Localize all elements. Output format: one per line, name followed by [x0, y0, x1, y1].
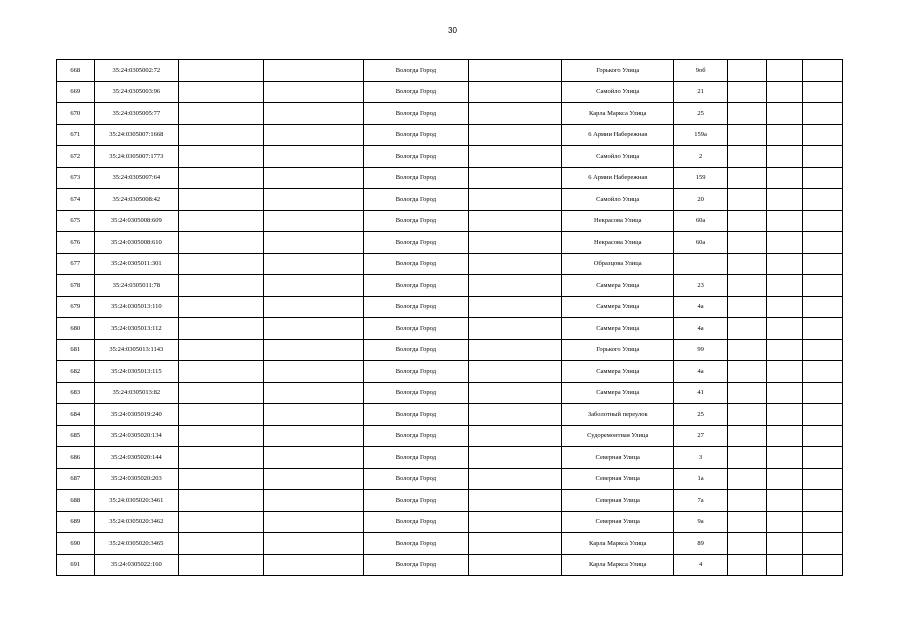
empty-cell: [766, 511, 803, 533]
row-number-cell: 679: [57, 296, 95, 318]
empty-cell: [264, 103, 364, 125]
cadastral-number-cell: 35:24:0305007:1773: [94, 146, 178, 168]
empty-cell: [264, 382, 364, 404]
empty-cell: [728, 296, 767, 318]
empty-cell: [728, 511, 767, 533]
house-number-cell: 4: [674, 554, 728, 576]
house-number-cell: 4а: [674, 361, 728, 383]
empty-cell: [766, 81, 803, 103]
empty-cell: [264, 554, 364, 576]
house-number-cell: 1а: [674, 468, 728, 490]
empty-cell: [728, 124, 767, 146]
table-row: [57, 511, 843, 533]
empty-cell: [468, 468, 562, 490]
table-row: [57, 275, 843, 297]
cadastral-number-cell: 35:24:0305013:1143: [94, 339, 178, 361]
house-number-cell: 25: [674, 404, 728, 426]
empty-cell: [264, 339, 364, 361]
cadastral-number-cell: 35:24:0305011:301: [94, 253, 178, 275]
house-number-cell: 21: [674, 81, 728, 103]
empty-cell: [728, 490, 767, 512]
table-row: [57, 490, 843, 512]
table-row: [57, 210, 843, 232]
house-number-cell: 23: [674, 275, 728, 297]
empty-cell: [728, 447, 767, 469]
empty-cell: [468, 232, 562, 254]
empty-cell: [728, 81, 767, 103]
cadastral-number-cell: 35:24:0305019:240: [94, 404, 178, 426]
cadastral-number-cell: 35:24:0305002:72: [94, 60, 178, 82]
empty-cell: [264, 490, 364, 512]
street-cell: Северная Улица: [562, 468, 674, 490]
empty-cell: [179, 275, 264, 297]
empty-cell: [728, 318, 767, 340]
house-number-cell: 4а: [674, 296, 728, 318]
empty-cell: [728, 339, 767, 361]
empty-cell: [468, 554, 562, 576]
empty-cell: [803, 511, 843, 533]
cadastral-number-cell: 35:24:0305013:110: [94, 296, 178, 318]
street-cell: Саммера Улица: [562, 361, 674, 383]
row-number-cell: 690: [57, 533, 95, 555]
row-number-cell: 683: [57, 382, 95, 404]
empty-cell: [468, 447, 562, 469]
street-cell: Самойло Улица: [562, 146, 674, 168]
empty-cell: [468, 404, 562, 426]
empty-cell: [766, 490, 803, 512]
empty-cell: [264, 146, 364, 168]
empty-cell: [766, 167, 803, 189]
house-number-cell: 25: [674, 103, 728, 125]
row-number-cell: 673: [57, 167, 95, 189]
empty-cell: [803, 81, 843, 103]
empty-cell: [468, 533, 562, 555]
house-number-cell: 9а: [674, 511, 728, 533]
empty-cell: [766, 425, 803, 447]
empty-cell: [179, 253, 264, 275]
empty-cell: [803, 210, 843, 232]
settlement-cell: Вологда Город: [364, 447, 469, 469]
empty-cell: [264, 167, 364, 189]
table-row: [57, 425, 843, 447]
empty-cell: [468, 382, 562, 404]
empty-cell: [264, 468, 364, 490]
empty-cell: [468, 296, 562, 318]
empty-cell: [803, 124, 843, 146]
empty-cell: [179, 60, 264, 82]
row-number-cell: 677: [57, 253, 95, 275]
empty-cell: [766, 554, 803, 576]
table-row: [57, 296, 843, 318]
table-row: [57, 167, 843, 189]
empty-cell: [264, 447, 364, 469]
street-cell: Заболотный переулок: [562, 404, 674, 426]
empty-cell: [179, 146, 264, 168]
cadastral-number-cell: 35:24:0305020:203: [94, 468, 178, 490]
street-cell: Некрасова Улица: [562, 210, 674, 232]
empty-cell: [179, 511, 264, 533]
settlement-cell: Вологда Город: [364, 339, 469, 361]
cadastral-number-cell: 35:24:0305008:42: [94, 189, 178, 211]
empty-cell: [468, 81, 562, 103]
house-number-cell: 2: [674, 146, 728, 168]
street-cell: Некрасова Улица: [562, 232, 674, 254]
street-cell: 6 Армии Набережная: [562, 167, 674, 189]
cadastral-number-cell: 35:24:0305022:160: [94, 554, 178, 576]
house-number-cell: [674, 253, 728, 275]
empty-cell: [728, 146, 767, 168]
street-cell: Северная Улица: [562, 511, 674, 533]
house-number-cell: 27: [674, 425, 728, 447]
empty-cell: [179, 382, 264, 404]
cadastral-number-cell: 35:24:0305007:64: [94, 167, 178, 189]
empty-cell: [468, 167, 562, 189]
row-number-cell: 668: [57, 60, 95, 82]
settlement-cell: Вологда Город: [364, 210, 469, 232]
empty-cell: [264, 318, 364, 340]
empty-cell: [766, 361, 803, 383]
empty-cell: [179, 296, 264, 318]
empty-cell: [803, 490, 843, 512]
house-number-cell: 89: [674, 533, 728, 555]
empty-cell: [468, 275, 562, 297]
cadastral-number-cell: 35:24:0305003:96: [94, 81, 178, 103]
empty-cell: [803, 318, 843, 340]
empty-cell: [468, 189, 562, 211]
house-number-cell: 7а: [674, 490, 728, 512]
empty-cell: [803, 425, 843, 447]
empty-cell: [179, 81, 264, 103]
settlement-cell: Вологда Город: [364, 533, 469, 555]
table-row: [57, 447, 843, 469]
empty-cell: [803, 533, 843, 555]
empty-cell: [179, 404, 264, 426]
street-cell: Саммера Улица: [562, 275, 674, 297]
row-number-cell: 678: [57, 275, 95, 297]
empty-cell: [728, 382, 767, 404]
empty-cell: [803, 447, 843, 469]
empty-cell: [728, 275, 767, 297]
empty-cell: [264, 296, 364, 318]
empty-cell: [179, 490, 264, 512]
cadastral-number-cell: 35:24:0305008:610: [94, 232, 178, 254]
street-cell: Самойло Улица: [562, 189, 674, 211]
empty-cell: [468, 318, 562, 340]
row-number-cell: 681: [57, 339, 95, 361]
empty-cell: [803, 404, 843, 426]
table-row: [57, 146, 843, 168]
street-cell: Северная Улица: [562, 490, 674, 512]
cadastral-number-cell: 35:24:0305020:134: [94, 425, 178, 447]
page-number: 30: [448, 26, 457, 35]
empty-cell: [468, 425, 562, 447]
empty-cell: [468, 339, 562, 361]
empty-cell: [728, 404, 767, 426]
house-number-cell: 4а: [674, 318, 728, 340]
settlement-cell: Вологда Город: [364, 554, 469, 576]
empty-cell: [179, 189, 264, 211]
settlement-cell: Вологда Город: [364, 60, 469, 82]
table-row: [57, 189, 843, 211]
settlement-cell: Вологда Город: [364, 511, 469, 533]
empty-cell: [766, 210, 803, 232]
empty-cell: [728, 189, 767, 211]
street-cell: Саммера Улица: [562, 382, 674, 404]
settlement-cell: Вологда Город: [364, 167, 469, 189]
empty-cell: [179, 339, 264, 361]
settlement-cell: Вологда Город: [364, 189, 469, 211]
empty-cell: [264, 60, 364, 82]
empty-cell: [468, 124, 562, 146]
empty-cell: [766, 382, 803, 404]
empty-cell: [803, 468, 843, 490]
settlement-cell: Вологда Город: [364, 275, 469, 297]
house-number-cell: 20: [674, 189, 728, 211]
settlement-cell: Вологда Город: [364, 468, 469, 490]
settlement-cell: Вологда Город: [364, 425, 469, 447]
street-cell: Карла Маркса Улица: [562, 103, 674, 125]
table-row: [57, 361, 843, 383]
empty-cell: [179, 447, 264, 469]
empty-cell: [728, 253, 767, 275]
empty-cell: [803, 253, 843, 275]
empty-cell: [264, 511, 364, 533]
cadastral-number-cell: 35:24:0305008:609: [94, 210, 178, 232]
cadastral-number-cell: 35:24:0305013:115: [94, 361, 178, 383]
empty-cell: [179, 533, 264, 555]
empty-cell: [803, 275, 843, 297]
table-row: [57, 318, 843, 340]
table-row: [57, 468, 843, 490]
empty-cell: [728, 361, 767, 383]
empty-cell: [728, 554, 767, 576]
empty-cell: [728, 468, 767, 490]
table-row: [57, 232, 843, 254]
empty-cell: [766, 232, 803, 254]
row-number-cell: 691: [57, 554, 95, 576]
empty-cell: [766, 275, 803, 297]
empty-cell: [728, 167, 767, 189]
house-number-cell: 99: [674, 339, 728, 361]
row-number-cell: 674: [57, 189, 95, 211]
empty-cell: [468, 60, 562, 82]
empty-cell: [803, 339, 843, 361]
row-number-cell: 689: [57, 511, 95, 533]
empty-cell: [264, 425, 364, 447]
empty-cell: [766, 339, 803, 361]
house-number-cell: 3: [674, 447, 728, 469]
settlement-cell: Вологда Город: [364, 318, 469, 340]
street-cell: Судоремонтная Улица: [562, 425, 674, 447]
empty-cell: [264, 253, 364, 275]
row-number-cell: 682: [57, 361, 95, 383]
table-row: [57, 382, 843, 404]
empty-cell: [179, 103, 264, 125]
row-number-cell: 671: [57, 124, 95, 146]
empty-cell: [179, 318, 264, 340]
street-cell: Саммера Улица: [562, 296, 674, 318]
house-number-cell: 41: [674, 382, 728, 404]
empty-cell: [803, 296, 843, 318]
settlement-cell: Вологда Город: [364, 490, 469, 512]
table-row: [57, 533, 843, 555]
row-number-cell: 680: [57, 318, 95, 340]
empty-cell: [179, 167, 264, 189]
table-row: [57, 124, 843, 146]
house-number-cell: 60а: [674, 232, 728, 254]
empty-cell: [766, 253, 803, 275]
empty-cell: [264, 361, 364, 383]
cadastral-number-cell: 35:24:0305020:144: [94, 447, 178, 469]
street-cell: Карла Маркса Улица: [562, 533, 674, 555]
row-number-cell: 684: [57, 404, 95, 426]
row-number-cell: 686: [57, 447, 95, 469]
house-number-cell: 159а: [674, 124, 728, 146]
row-number-cell: 672: [57, 146, 95, 168]
row-number-cell: 688: [57, 490, 95, 512]
table-row: [57, 60, 843, 82]
settlement-cell: Вологда Город: [364, 81, 469, 103]
empty-cell: [264, 81, 364, 103]
empty-cell: [803, 146, 843, 168]
street-cell: 6 Армии Набережная: [562, 124, 674, 146]
empty-cell: [728, 103, 767, 125]
empty-cell: [766, 124, 803, 146]
settlement-cell: Вологда Город: [364, 404, 469, 426]
settlement-cell: Вологда Город: [364, 232, 469, 254]
settlement-cell: Вологда Город: [364, 253, 469, 275]
empty-cell: [766, 404, 803, 426]
settlement-cell: Вологда Город: [364, 124, 469, 146]
street-cell: Самойло Улица: [562, 81, 674, 103]
empty-cell: [264, 210, 364, 232]
empty-cell: [179, 124, 264, 146]
table-row: [57, 81, 843, 103]
property-registry-table: [56, 59, 843, 576]
table-row: [57, 554, 843, 576]
cadastral-number-cell: 35:24:0305020:3462: [94, 511, 178, 533]
street-cell: Саммера Улица: [562, 318, 674, 340]
cadastral-number-cell: 35:24:0305007:1668: [94, 124, 178, 146]
empty-cell: [179, 468, 264, 490]
settlement-cell: Вологда Город: [364, 296, 469, 318]
empty-cell: [468, 210, 562, 232]
cadastral-number-cell: 35:24:0305005:77: [94, 103, 178, 125]
table-row: [57, 404, 843, 426]
empty-cell: [264, 404, 364, 426]
empty-cell: [766, 533, 803, 555]
empty-cell: [766, 318, 803, 340]
empty-cell: [468, 146, 562, 168]
row-number-cell: 685: [57, 425, 95, 447]
empty-cell: [728, 232, 767, 254]
table-row: [57, 253, 843, 275]
street-cell: Горького Улица: [562, 60, 674, 82]
row-number-cell: 675: [57, 210, 95, 232]
settlement-cell: Вологда Город: [364, 382, 469, 404]
empty-cell: [803, 167, 843, 189]
empty-cell: [179, 232, 264, 254]
empty-cell: [803, 382, 843, 404]
empty-cell: [728, 425, 767, 447]
empty-cell: [803, 361, 843, 383]
empty-cell: [264, 124, 364, 146]
table-body: [57, 60, 843, 576]
empty-cell: [803, 554, 843, 576]
empty-cell: [766, 103, 803, 125]
row-number-cell: 676: [57, 232, 95, 254]
empty-cell: [179, 554, 264, 576]
empty-cell: [179, 210, 264, 232]
cadastral-number-cell: 35:24:0305013:112: [94, 318, 178, 340]
empty-cell: [728, 60, 767, 82]
empty-cell: [766, 189, 803, 211]
empty-cell: [468, 253, 562, 275]
empty-cell: [766, 146, 803, 168]
empty-cell: [468, 511, 562, 533]
empty-cell: [264, 189, 364, 211]
settlement-cell: Вологда Город: [364, 146, 469, 168]
empty-cell: [766, 296, 803, 318]
street-cell: Горького Улица: [562, 339, 674, 361]
house-number-cell: 9об: [674, 60, 728, 82]
street-cell: Карла Маркса Улица: [562, 554, 674, 576]
empty-cell: [766, 447, 803, 469]
empty-cell: [264, 232, 364, 254]
empty-cell: [803, 189, 843, 211]
empty-cell: [468, 361, 562, 383]
empty-cell: [468, 490, 562, 512]
row-number-cell: 670: [57, 103, 95, 125]
cadastral-number-cell: 35:24:0305013:82: [94, 382, 178, 404]
house-number-cell: 60а: [674, 210, 728, 232]
empty-cell: [264, 275, 364, 297]
empty-cell: [264, 533, 364, 555]
empty-cell: [803, 103, 843, 125]
settlement-cell: Вологда Город: [364, 103, 469, 125]
table-row: [57, 339, 843, 361]
empty-cell: [179, 425, 264, 447]
empty-cell: [728, 210, 767, 232]
cadastral-number-cell: 35:24:0305020:3465: [94, 533, 178, 555]
row-number-cell: 669: [57, 81, 95, 103]
street-cell: Образцова Улица: [562, 253, 674, 275]
row-number-cell: 687: [57, 468, 95, 490]
house-number-cell: 159: [674, 167, 728, 189]
empty-cell: [766, 60, 803, 82]
empty-cell: [728, 533, 767, 555]
cadastral-number-cell: 35:24:0305020:3461: [94, 490, 178, 512]
empty-cell: [803, 232, 843, 254]
empty-cell: [468, 103, 562, 125]
empty-cell: [766, 468, 803, 490]
empty-cell: [803, 60, 843, 82]
empty-cell: [179, 361, 264, 383]
settlement-cell: Вологда Город: [364, 361, 469, 383]
cadastral-number-cell: 35:24:0305011:78: [94, 275, 178, 297]
table-row: [57, 103, 843, 125]
street-cell: Северная Улица: [562, 447, 674, 469]
